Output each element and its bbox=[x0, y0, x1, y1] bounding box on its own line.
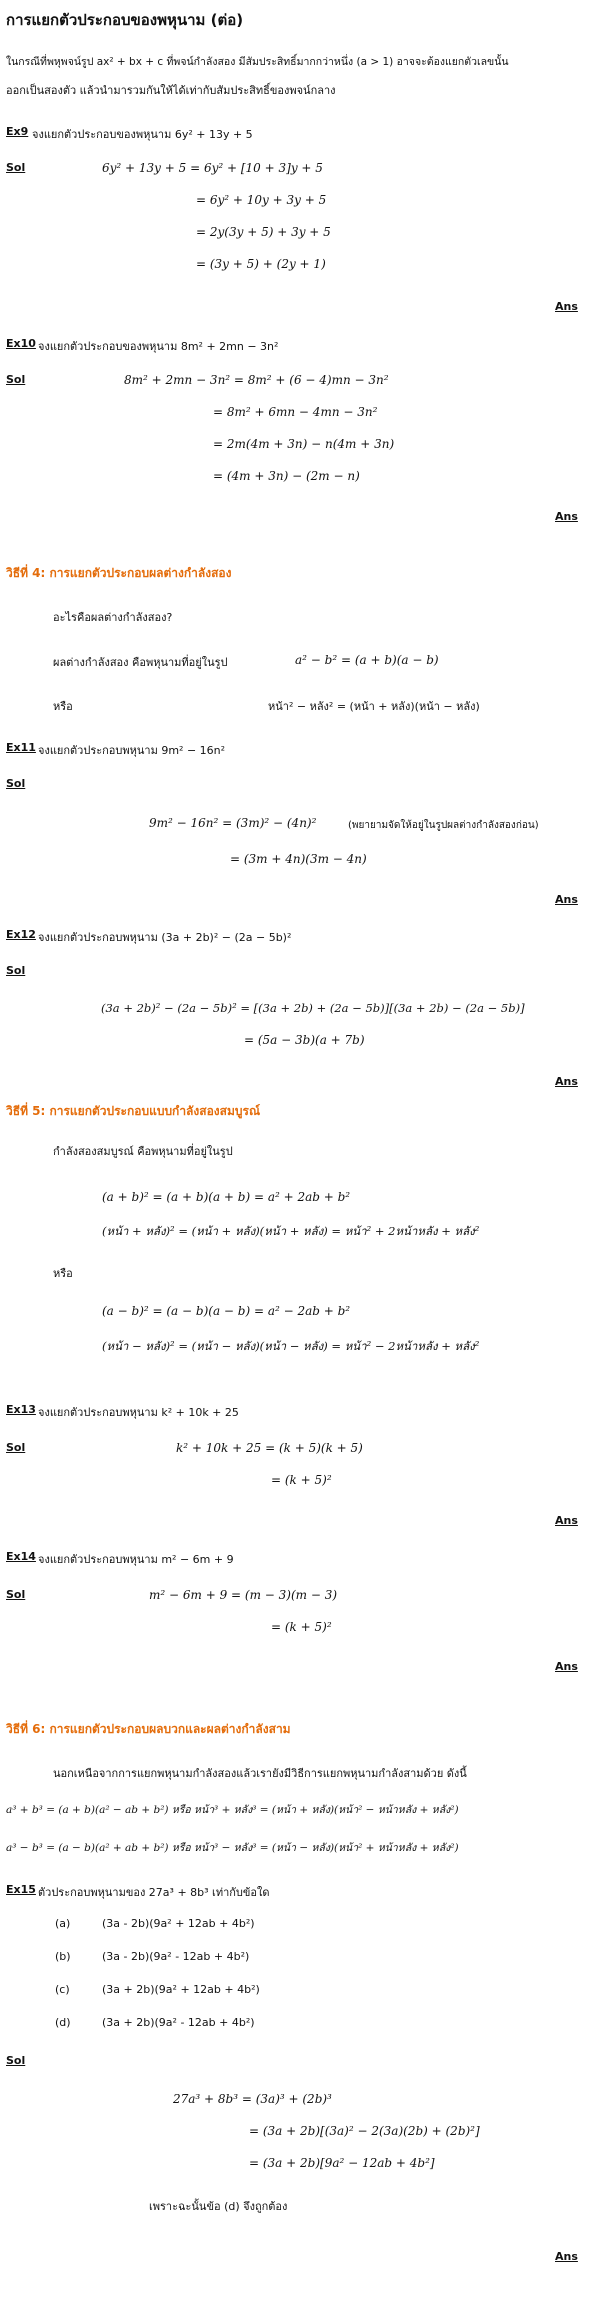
ex14-label: Ex14 bbox=[6, 1550, 36, 1563]
ex13-sol-label: Sol bbox=[6, 1441, 26, 1454]
sec4-question: อะไรคือผลต่างกำลังสอง? bbox=[53, 611, 173, 624]
ex15-sol-label: Sol bbox=[6, 2054, 26, 2067]
ex13-line-2: = (k + 5)² bbox=[271, 1473, 332, 1487]
sec5-definition-text: กำลังสองสมบูรณ์ คือพหุนามที่อยู่ในรูป bbox=[53, 1145, 233, 1158]
ex15-option-a-text: (3a - 2b)(9a² + 12ab + 4b²) bbox=[102, 1917, 255, 1930]
sec5-line-2: (หน้า + หลัง)² = (หน้า + หลัง)(หน้า + หลัง) = หน้า² + 2หน้าหลัง + หลัง² bbox=[102, 1224, 480, 1238]
ex13-ans: Ans bbox=[555, 1514, 578, 1527]
ex14-line-1: m² − 6m + 9 = (m − 3)(m − 3) bbox=[149, 1588, 338, 1602]
sec6-diff-formula: a³ − b³ = (a − b)(a² + ab + b²) หรือ หน้า³ − หลัง³ = (หน้า − หลัง)(หน้า² + หน้าหลัง + หลัง²) bbox=[6, 1842, 459, 1854]
ex15-option-d-key: (d) bbox=[55, 2016, 71, 2029]
ex15-option-b-text: (3a - 2b)(9a² - 12ab + 4b²) bbox=[102, 1950, 250, 1963]
sec4-definition-text: ผลต่างกำลังสอง คือพหุนามที่อยู่ในรูป bbox=[53, 656, 228, 669]
ex9-line-2: = 6y² + 10y + 3y + 5 bbox=[196, 193, 327, 207]
ex9-line-4: = (3y + 5) + (2y + 1) bbox=[196, 257, 326, 271]
ex9-ans: Ans bbox=[555, 300, 578, 313]
ex14-sol-label: Sol bbox=[6, 1588, 26, 1601]
ex12-question: จงแยกตัวประกอบพหุนาม (3a + 2b)² − (2a − 5b)² bbox=[38, 931, 292, 944]
ex15-option-a-key: (a) bbox=[55, 1917, 71, 1930]
ex15-question: ตัวประกอบพหุนามของ 27a³ + 8b³ เท่ากับข้อใด bbox=[38, 1886, 270, 1899]
sec4-definition-math: a² − b² = (a + b)(a − b) bbox=[295, 653, 439, 667]
ex11-line-2: = (3m + 4n)(3m − 4n) bbox=[230, 852, 367, 866]
ex9-line-1: 6y² + 13y + 5 = 6y² + [10 + 3]y + 5 bbox=[102, 161, 323, 175]
ex11-sol-label: Sol bbox=[6, 777, 26, 790]
ex10-ans: Ans bbox=[555, 510, 578, 523]
ex11-line-1: 9m² − 16n² = (3m)² − (4n)² bbox=[149, 816, 317, 830]
ex12-ans: Ans bbox=[555, 1075, 578, 1088]
ex11-label: Ex11 bbox=[6, 741, 36, 754]
sec4-or: หรือ bbox=[53, 700, 73, 713]
ex14-line-2: = (k + 5)² bbox=[271, 1620, 332, 1634]
ex15-option-c-text: (3a + 2b)(9a² + 12ab + 4b²) bbox=[102, 1983, 260, 1996]
ex15-ans: Ans bbox=[555, 2250, 578, 2263]
ex10-sol-label: Sol bbox=[6, 373, 26, 386]
sec5-line-4: (หน้า − หลัง)² = (หน้า − หลัง)(หน้า − หลัง) = หน้า² − 2หน้าหลัง + หลัง² bbox=[102, 1339, 480, 1353]
ex13-line-1: k² + 10k + 25 = (k + 5)(k + 5) bbox=[176, 1441, 363, 1455]
ex9-sol-label: Sol bbox=[6, 161, 26, 174]
sec6-sum-formula: a³ + b³ = (a + b)(a² − ab + b²) หรือ หน้า³ + หลัง³ = (หน้า + หลัง)(หน้า² − หน้าหลัง + หลัง²) bbox=[6, 1804, 459, 1816]
sec5-line-3: (a − b)² = (a − b)(a − b) = a² − 2ab + b² bbox=[102, 1304, 351, 1318]
ex12-line-2: = (5a − 3b)(a + 7b) bbox=[244, 1033, 365, 1047]
ex9-line-3: = 2y(3y + 5) + 3y + 5 bbox=[196, 225, 331, 239]
ex14-ans: Ans bbox=[555, 1660, 578, 1673]
ex12-line-1: (3a + 2b)² − (2a − 5b)² = [(3a + 2b) + (2a − 5b)][(3a + 2b) − (2a − 5b)] bbox=[101, 1001, 525, 1015]
ex15-label: Ex15 bbox=[6, 1883, 36, 1896]
ex15-line-1: 27a³ + 8b³ = (3a)³ + (2b)³ bbox=[173, 2092, 332, 2106]
ex15-option-b-key: (b) bbox=[55, 1950, 71, 1963]
ex13-label: Ex13 bbox=[6, 1403, 36, 1416]
ex13-question: จงแยกตัวประกอบพหุนาม k² + 10k + 25 bbox=[38, 1406, 239, 1419]
ex15-option-c-key: (c) bbox=[55, 1983, 70, 1996]
section-6-heading: วิธีที่ 6: การแยกตัวประกอบผลบวกและผลต่างกำลังสาม bbox=[6, 1722, 291, 1736]
ex10-question: จงแยกตัวประกอบของพหุนาม 8m² + 2mn − 3n² bbox=[38, 340, 279, 353]
ex11-note: (พยายามจัดให้อยู่ในรูปผลต่างกำลังสองก่อน) bbox=[348, 820, 539, 831]
page-title: การแยกตัวประกอบของพหุนาม (ต่อ) bbox=[6, 11, 244, 29]
ex10-line-4: = (4m + 3n) − (2m − n) bbox=[213, 469, 360, 483]
ex15-line-2: = (3a + 2b)[(3a)² − 2(3a)(2b) + (2b)²] bbox=[249, 2124, 480, 2138]
ex10-line-2: = 8m² + 6mn − 4mn − 3n² bbox=[213, 405, 378, 419]
section-4-heading: วิธีที่ 4: การแยกตัวประกอบผลต่างกำลังสอง bbox=[6, 566, 232, 580]
ex11-ans: Ans bbox=[555, 893, 578, 906]
intro-line-1: ในกรณีที่พหุพจน์รูป ax² + bx + c ที่พจน์กำลังสอง มีสัมประสิทธิ์มากกว่าหนึ่ง (a > 1) อาจจะต้องแยกตัวเลขนั้น bbox=[6, 56, 509, 68]
ex15-line-3: = (3a + 2b)[9a² − 12ab + 4b²] bbox=[249, 2156, 435, 2170]
section-5-heading: วิธีที่ 5: การแยกตัวประกอบแบบกำลังสองสมบูรณ์ bbox=[6, 1104, 261, 1118]
ex14-question: จงแยกตัวประกอบพหุนาม m² − 6m + 9 bbox=[38, 1553, 234, 1566]
ex11-question: จงแยกตัวประกอบพหุนาม 9m² − 16n² bbox=[38, 744, 226, 757]
ex12-sol-label: Sol bbox=[6, 964, 26, 977]
ex15-option-d-text: (3a + 2b)(9a² - 12ab + 4b²) bbox=[102, 2016, 255, 2029]
ex12-label: Ex12 bbox=[6, 928, 36, 941]
intro-line-2: ออกเป็นสองตัว แล้วนำมารวมกันให้ได้เท่ากับสัมประสิทธิ์ของพจน์กลาง bbox=[6, 84, 336, 97]
sec5-or: หรือ bbox=[53, 1267, 73, 1280]
ex9-label: Ex9 bbox=[6, 125, 29, 138]
ex15-conclusion: เพราะฉะนั้นข้อ (d) จึงถูกต้อง bbox=[149, 2200, 288, 2213]
sec5-line-1: (a + b)² = (a + b)(a + b) = a² + 2ab + b² bbox=[102, 1190, 351, 1204]
ex10-line-3: = 2m(4m + 3n) − n(4m + 3n) bbox=[213, 437, 395, 451]
ex9-question: จงแยกตัวประกอบของพหุนาม 6y² + 13y + 5 bbox=[32, 128, 253, 141]
sec4-definition-alt: หน้า² − หลัง² = (หน้า + หลัง)(หน้า − หลัง) bbox=[268, 700, 480, 713]
sec6-intro: นอกเหนือจากการแยกพหุนามกำลังสองแล้วเรายังมีวิธีการแยกพหุนามกำลังสามด้วย ดังนี้ bbox=[53, 1767, 467, 1780]
ex10-line-1: 8m² + 2mn − 3n² = 8m² + (6 − 4)mn − 3n² bbox=[124, 373, 389, 387]
ex10-label: Ex10 bbox=[6, 337, 36, 350]
